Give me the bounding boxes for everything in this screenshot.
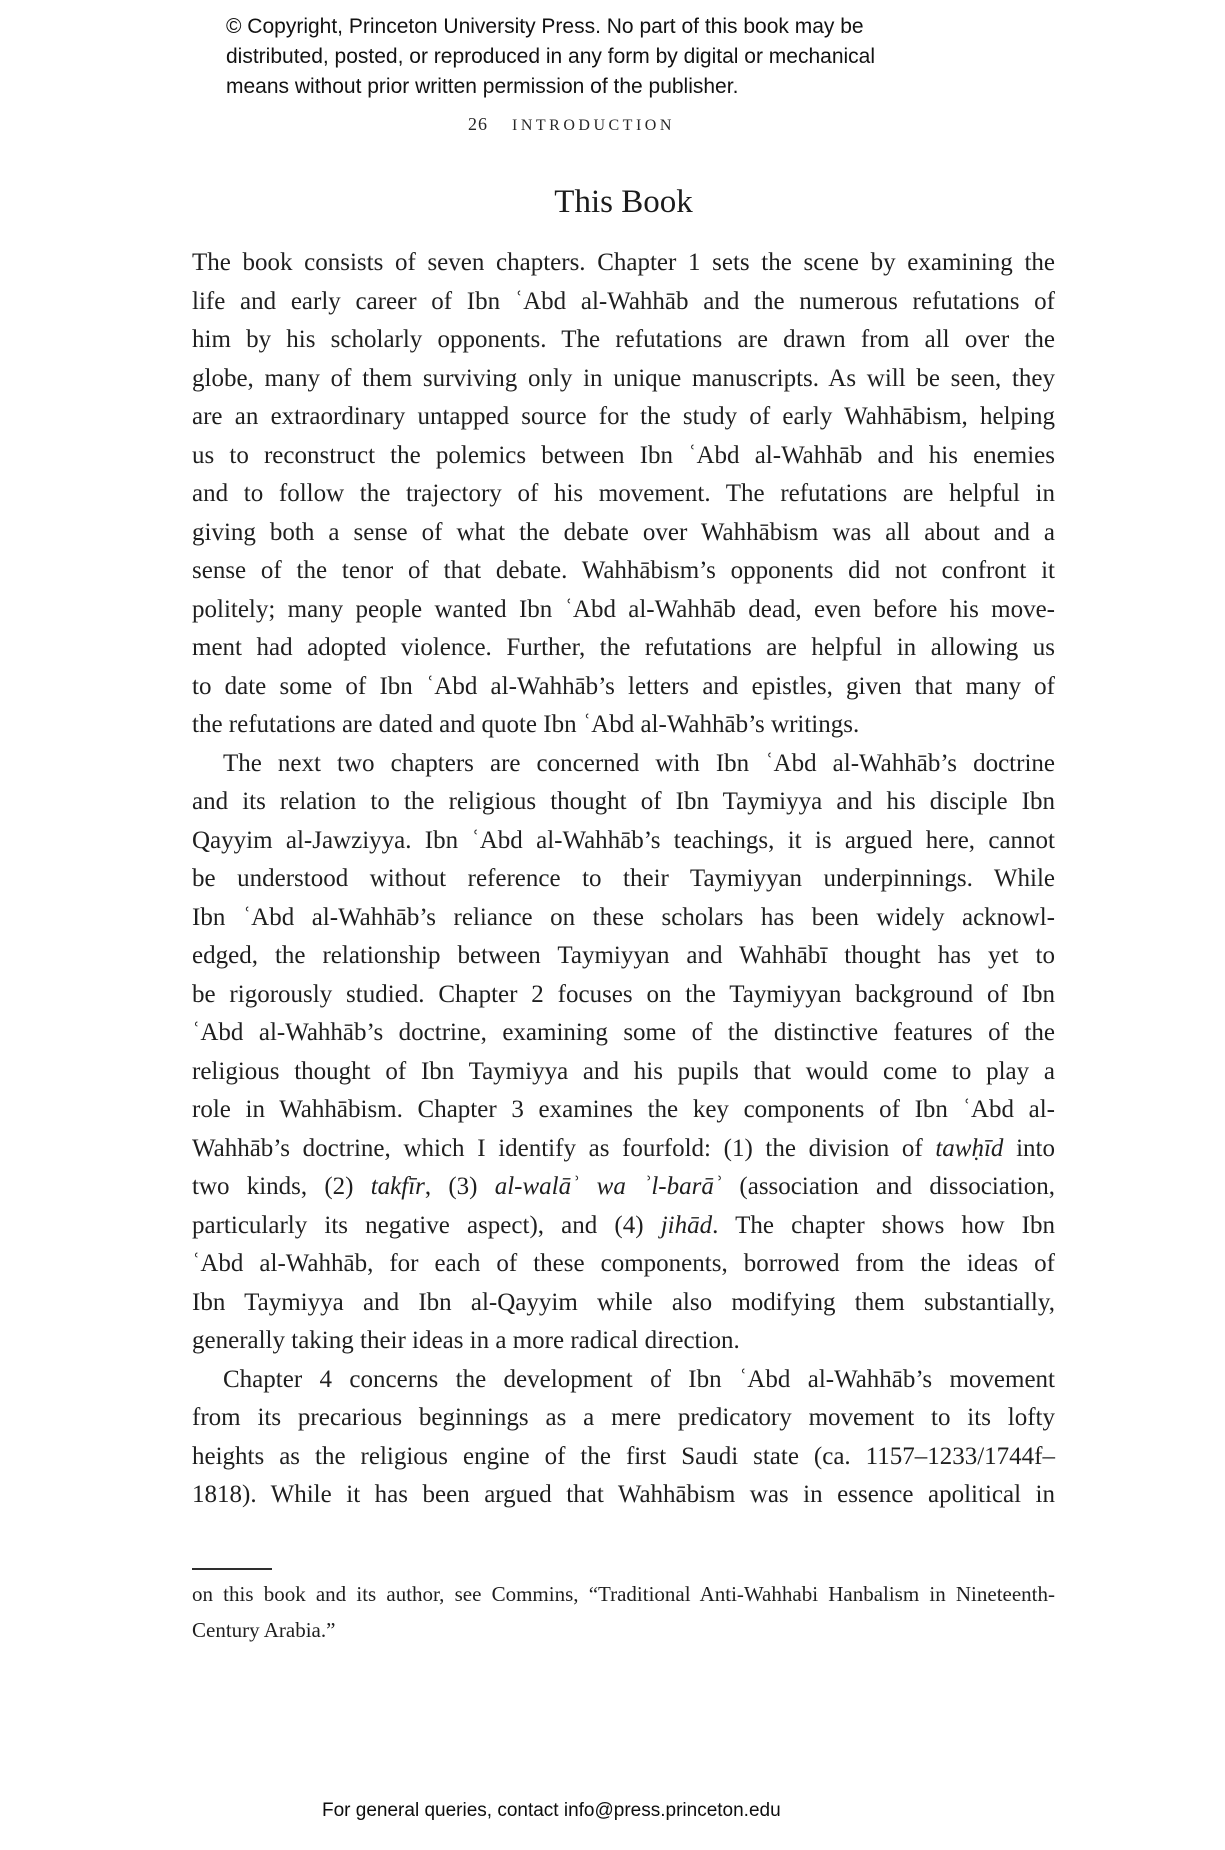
text-line: and to follow the trajectory of his movement. The refutations are helpful in [192,480,1055,507]
text-line: ʿAbd al-Wahhāb’s doctrine, examining some of the distinctive features of the [192,1019,1055,1046]
text-line: Ibn ʿAbd al-Wahhāb’s reliance on these scholars has been widely acknowl- [192,903,1055,931]
text-line: role in Wahhābism. Chapter 3 examines the key components of Ibn ʿAbd al- [192,1096,1055,1123]
text-line: Century Arabia.” [192,1618,336,1642]
paragraph [192,1361,1055,1515]
text-line: be rigorously studied. Chapter 2 focuses on the Taymiyyan background of Ibn [192,980,1055,1008]
text-line: to date some of Ibn ʿAbd al-Wahhāb’s letters and epistles, given that many of [192,672,1055,700]
section-title: This Book [554,184,693,220]
copyright-line: means without prior written permission of the publisher. [226,75,739,98]
text-line: generally taking their ideas in a more radical direction. [192,1327,740,1354]
text-line: us to reconstruct the polemics between Ibn ʿAbd al-Wahhāb and his enemies [192,441,1055,469]
text-line: globe, many of them surviving only in unique manuscripts. As will be seen, they [192,364,1055,392]
text-line: Ibn Taymiyya and Ibn al-Qayyim while also modifying them substantially, [192,1288,1055,1316]
text-line: heights as the religious engine of the first Saudi state (ca. 1157–1233/1744f– [192,1442,1055,1470]
text-line: be understood without reference to their Taymiyyan underpinnings. While [192,865,1055,892]
footer-contact [322,1800,781,1822]
running-head-title: INTRODUCTION [512,117,675,134]
text-line: ʿAbd al-Wahhāb, for each of these components, borrowed from the ideas of [192,1250,1055,1277]
paragraph [192,745,1055,1361]
running-head [468,114,675,135]
copyright-line: © Copyright, Princeton University Press. No part of this book may be [226,15,864,38]
text-line: The next two chapters are concerned with Ibn ʿAbd al-Wahhāb’s doctrine [223,749,1055,777]
text-line: life and early career of Ibn ʿAbd al-Wahhāb and the numerous refutations of [192,287,1055,315]
text-line: Chapter 4 concerns the development of Ibn ʿAbd al-Wahhāb’s movement [223,1365,1055,1393]
text-line: ment had adopted violence. Further, the refutations are helpful in allowing us [192,634,1055,661]
footer-text: For general queries, contact info@press.princeton.edu [322,1800,781,1821]
text-line: sense of the tenor of that debate. Wahhābism’s opponents did not confront it [192,557,1055,584]
footnote-rule [192,1568,272,1570]
text-line: 1818). While it has been argued that Wahhābism was in essence apolitical in [192,1481,1055,1508]
text-line: edged, the relationship between Taymiyyan and Wahhābī thought has yet to [192,942,1055,969]
text-line: particularly its negative aspect), and (4) jihād. The chapter shows how Ibn [192,1211,1055,1239]
page-number: 26 [468,114,488,134]
text-line: from its precarious beginnings as a mere predicatory movement to its lofty [192,1404,1055,1431]
text-line: two kinds, (2) takfīr, (3) al-walāʾ wa ʾl-barāʾ (association and dissociation, [192,1173,1056,1200]
text-line: The book consists of seven chapters. Chapter 1 sets the scene by examining the [192,249,1055,276]
footnote [192,1576,1055,1648]
text-line: giving both a sense of what the debate over Wahhābism was all about and a [192,518,1055,546]
body-text [192,244,1055,1515]
text-line: on this book and its author, see Commins, “Traditional Anti-Wahhabi Hanbalism in Nineteenth- [192,1582,1055,1606]
text-line: Qayyim al-Jawziyya. Ibn ʿAbd al-Wahhāb’s teachings, it is argued here, cannot [192,826,1055,854]
text-line: Wahhāb’s doctrine, which I identify as fourfold: (1) the division of tawḥīd into [192,1134,1055,1162]
text-line: are an extraordinary untapped source for the study of early Wahhābism, helping [192,403,1055,430]
text-line: the refutations are dated and quote Ibn ʿAbd al-Wahhāb’s writings. [192,711,860,738]
text-line: religious thought of Ibn Taymiyya and his pupils that would come to play a [192,1057,1055,1085]
text-line: him by his scholarly opponents. The refutations are drawn from all over the [192,326,1055,353]
copyright-line: distributed, posted, or reproduced in any form by digital or mechanical [226,45,876,68]
text-line: politely; many people wanted Ibn ʿAbd al-Wahhāb dead, even before his move- [192,595,1055,623]
copyright-notice [226,12,966,102]
paragraph [192,244,1055,745]
text-line: and its relation to the religious thought of Ibn Taymiyya and his disciple Ibn [192,788,1055,815]
